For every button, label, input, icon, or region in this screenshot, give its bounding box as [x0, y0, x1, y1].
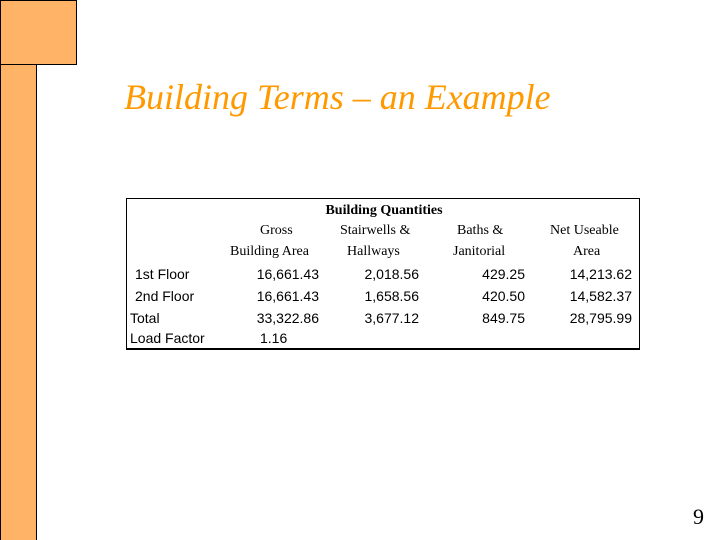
table-cell: 33,322.86 — [256, 310, 319, 326]
decorative-side-bar — [0, 65, 37, 540]
slide-title: Building Terms – an Example — [124, 77, 551, 117]
load-factor-value: 1.16 — [260, 330, 288, 346]
header-gross-line1: Gross — [260, 223, 293, 238]
header-stairwells-line2: Hallways — [347, 244, 400, 259]
row-label: Total — [130, 310, 160, 326]
decorative-corner-box — [0, 0, 77, 65]
header-stairwells-line1: Stairwells & — [340, 223, 411, 238]
table-cell: 16,661.43 — [256, 288, 319, 304]
row-label: 2nd Floor — [135, 288, 195, 304]
building-quantities-table — [126, 198, 640, 350]
table-cell: 429.25 — [482, 266, 525, 282]
table-cell: 14,213.62 — [569, 266, 632, 282]
header-baths-line2: Janitorial — [453, 244, 506, 259]
table-cell: 28,795.99 — [569, 310, 632, 326]
table-title: Building Quantities — [325, 203, 443, 218]
table-cell: 1,658.56 — [364, 288, 419, 304]
header-net-line1: Net Useable — [550, 223, 619, 238]
header-gross-line2: Building Area — [230, 244, 309, 259]
table-cell: 16,661.43 — [256, 266, 319, 282]
header-net-line2: Area — [573, 244, 601, 259]
row-label: 1st Floor — [135, 266, 190, 282]
header-baths-line1: Baths & — [457, 223, 504, 238]
table-cell: 14,582.37 — [569, 288, 632, 304]
table-cell: 420.50 — [482, 288, 525, 304]
table-cell: 849.75 — [482, 310, 525, 326]
row-label: Load Factor — [130, 330, 205, 346]
table-cell: 3,677.12 — [364, 310, 419, 326]
page-number: 9 — [693, 504, 704, 529]
table-cell: 2,018.56 — [364, 266, 419, 282]
